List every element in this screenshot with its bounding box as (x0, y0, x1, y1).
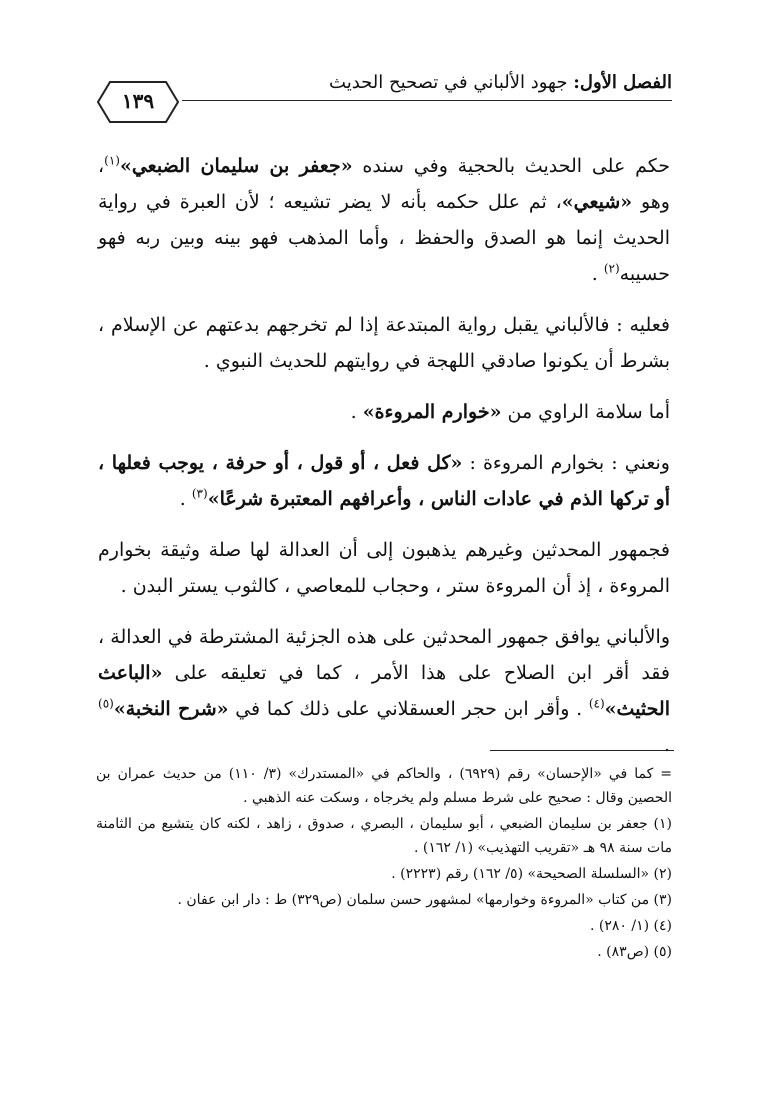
footnote-ref: (٣) (191, 486, 208, 501)
text-span: ، ثم علل حكمه بأنه لا يضر تشيعه ؛ لأن العبرة في رواية الحديث إنما هو الصدق والحفظ ، وأما المذهب فهو بينه وبين ربه فهو حسيبه (98, 191, 670, 285)
text-span: . (591, 263, 604, 285)
paragraph-4 (98, 445, 670, 517)
footnote-ref: (٥) (98, 696, 114, 711)
quoted-term: «شيعي» (561, 191, 633, 213)
page-number-badge (96, 80, 180, 124)
paragraph-3 (98, 394, 670, 430)
main-text (98, 148, 670, 778)
text-span: . (179, 488, 192, 510)
footnotes (96, 762, 672, 966)
text-span: . (350, 401, 363, 423)
paragraph-1 (98, 148, 670, 292)
text-span: . (663, 734, 670, 756)
footnote-3: (٣) من كتاب «المروءة وخوارمها» لمشهور حسن سلمان (ص٣٢٩) ط : دار ابن عفان . (177, 892, 672, 908)
chapter-label: الفصل الأول: (573, 72, 672, 93)
quoted-definition: «كل فعل ، أو قول ، أو حرفة ، يوجب فعلها ، أو تركها الذم في عادات الناس ، وأعرافهم المعتبرة شرعًا» (98, 452, 670, 510)
footnote-4: (٤) (١/ ٢٨٠) . (589, 918, 672, 934)
chapter-title: جهود الألباني في تصحيح الحديث (329, 72, 568, 93)
page-number: ١٣٩ (121, 89, 155, 113)
text-span: أما سلامة الراوي من (501, 401, 670, 423)
text-span: حكم على الحديث بالحجية وفي سنده (352, 155, 670, 177)
footnote-continuation: = كما في «الإحسان» رقم (٦٩٢٩) ، والحاكم في «المستدرك» (٣/ ١١٠) من حديث عمران بن الحصين وقال : صحيح على شرط مسلم ولم يخرجاه ، وسكت عنه الذهبي . (96, 766, 672, 806)
text-span: . وأقر ابن حجر العسقلاني على ذلك كما في (228, 698, 589, 720)
footnote-1: (١) جعفر بن سليمان الضبعي ، أبو سليمان ، البصري ، صدوق ، زاهد ، لكنه كان يتشيع من الثامنة مات سنة ٩٨ هـ «تقريب التهذيب» (١/ ١٦٢) . (96, 816, 672, 856)
quoted-name: «جعفر بن سليمان الضبعي» (119, 155, 353, 177)
footnote-separator (490, 750, 674, 751)
text-span: ، وهو (98, 155, 670, 213)
running-header (96, 64, 672, 104)
text-span: ونعني : بخوارم المروءة : (462, 452, 670, 474)
quoted-book-title: «شرح النخبة» (113, 698, 229, 720)
paragraph-6 (98, 619, 670, 763)
quoted-term: «خوارم المروءة» (362, 401, 502, 423)
footnote-2: (٢) «السلسلة الصحيحة» (٥/ ١٦٢) رقم (٢٢٢٣) . (391, 866, 672, 882)
paragraph-2: فعليه : فالألباني يقبل رواية المبتدعة إذا لم تخرجهم بدعتهم عن الإسلام ، بشرط أن يكونوا صادقي اللهجة في روايتهم للحديث النبوي . (98, 314, 670, 372)
footnote-ref: (٢) (603, 261, 620, 276)
footnote-ref: (١) (104, 153, 120, 168)
footnote-ref: (٤) (588, 696, 605, 711)
running-title (329, 72, 672, 93)
text-span: والألباني يوافق جمهور المحدثين على هذه الجزئية المشترطة في العدالة ، فقد أقر ابن الصلاح على هذا الأمر ، كما في تعليقه على (98, 626, 670, 684)
header-rule (182, 100, 672, 101)
paragraph-5: فجمهور المحدثين وغيرهم يذهبون إلى أن العدالة لها صلة وثيقة بخوارم المروءة ، إذ أن المروءة ستر ، وحجاب للمعاصي ، كالثوب يستر البدن . (98, 539, 670, 597)
footnote-5: (٥) (ص٨٣) . (597, 944, 672, 960)
quoted-book-title: «الباعث الحثيث» (98, 662, 670, 720)
